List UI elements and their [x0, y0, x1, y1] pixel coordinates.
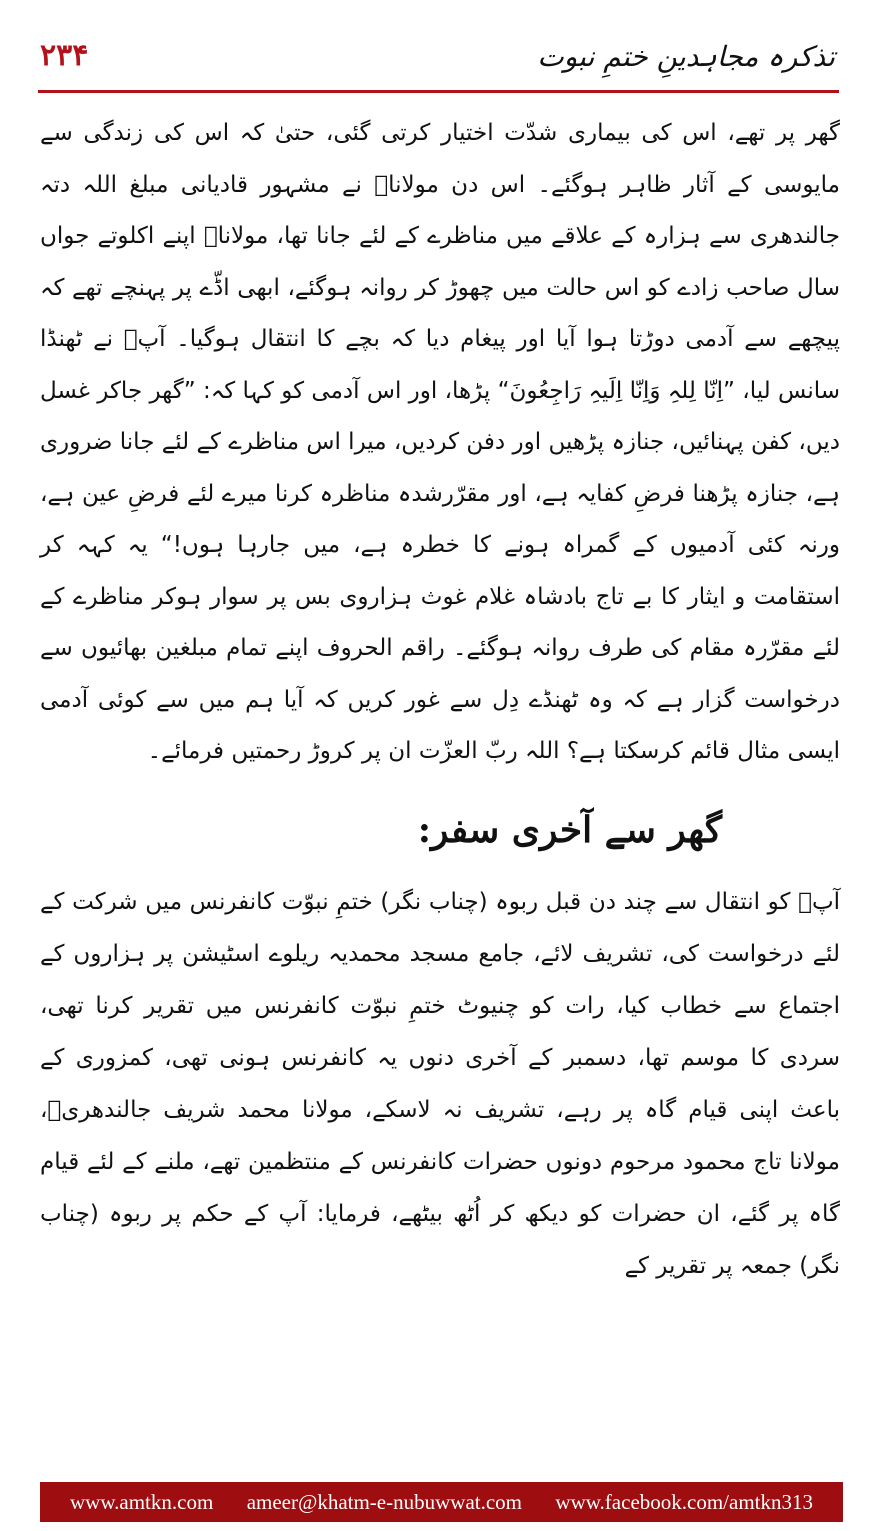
paragraph-1-text: گھر پر تھے، اس کی بیماری شدّت اختیار کرتی گئی، حتیٰ کہ اس کی زندگی سے مایوسی کے آثار ظاہر ہوگئے۔ اس دن مولاناؒ نے مشہور قادیانی مبلغ اللہ دتہ جالندھری سے ہزارہ کے علاقے میں مناظرے کے لئے جانا تھا، مولاناؒ اپنے اکلوتے جواں سال صاحب زادے کو اس حالت میں چھوڑ کر روانہ ہوگئے، ابھی اڈّے پر پہنچے تھے کہ پیچھے سے آدمی دوڑتا ہوا آیا اور پیغام دیا کہ بچے کا انتقال ہوگیا۔ آپؒ نے ٹھنڈا سانس لیا، ”اِنّا لِلہِ وَاِنّا اِلَیہِ رَاجِعُونَ“ پڑھا، اور اس آدمی کو کہا کہ: ”گھر جاکر غسل دیں، کفن پہنائیں، جنازہ پڑھیں اور دفن کردیں، میرا اس مناظرے کے لئے جانا ضروری ہے، جنازہ پڑھنا فرضِ کفایہ ہے، اور مقرّرشدہ مناظرہ کرنا میرے لئے فرضِ عین ہے، ورنہ کئی آدمیوں کے گمراہ ہونے کا خطرہ ہے، میں جارہا ہوں!“ یہ کہہ کر استقامت و ایثار کا بے تاج بادشاہ غلام غوث ہزاروی بس پر سوار ہوکر مناظرے کے لئے مقرّرہ مقام کی طرف روانہ ہوگئے۔ راقم الحروف اپنے تمام مبلغین بھائیوں سے درخواست گزار ہے کہ وہ ٹھنڈے دِل سے غور کریں کہ آیا ہم میں سے کوئی آدمی ایسی مثال قائم کرسکتا ہے؟ اللہ ربّ العزّت ان پر کروڑ رحمتیں فرمائے۔ — [40, 120, 840, 764]
footer-bar — [40, 1482, 843, 1522]
page-content — [40, 108, 840, 1292]
header-divider — [38, 90, 839, 93]
page-header — [0, 0, 881, 100]
footer-website-link[interactable]: www.amtkn.com — [70, 1489, 214, 1514]
footer-email-link[interactable]: ameer@khatm-e-nubuwwat.com — [246, 1489, 523, 1514]
paragraph-2 — [40, 876, 840, 1292]
footer-facebook-link[interactable]: www.facebook.com/amtkn313 — [555, 1489, 813, 1514]
page-number: ۲۳۴ — [40, 38, 89, 73]
book-title: تذکرہ مجاہدینِ ختمِ نبوت — [537, 40, 835, 73]
section-heading: گھر سے آخری سفر: — [417, 808, 722, 851]
paragraph-1 — [40, 108, 840, 778]
paragraph-2-text: آپؒ کو انتقال سے چند دن قبل ربوہ (چناب نگر) ختمِ نبوّت کانفرنس میں شرکت کے لئے درخواست کی، تشریف لائے، جامع مسجد محمدیہ ریلوے اسٹیشن پر ہزاروں کے اجتماع سے خطاب کیا، رات کو چنیوٹ ختمِ نبوّت کانفرنس میں تقریر کرنا تھی، سردی کا موسم تھا، دسمبر کے آخری دنوں یہ کانفرنس ہونی تھی، کمزوری کے باعث اپنی قیام گاہ پر رہے، تشریف نہ لاسکے، مولانا محمد شریف جالندھریؒ، مولانا تاج محمود مرحوم دونوں حضرات کانفرنس کے منتظمین تھے، ملنے کے لئے قیام گاہ پر گئے، ان حضرات کو دیکھ کر اُٹھ بیٹھے، فرمایا: آپ کے حکم پر ربوہ (چناب نگر) جمعہ پر تقریر کے — [40, 888, 840, 1279]
